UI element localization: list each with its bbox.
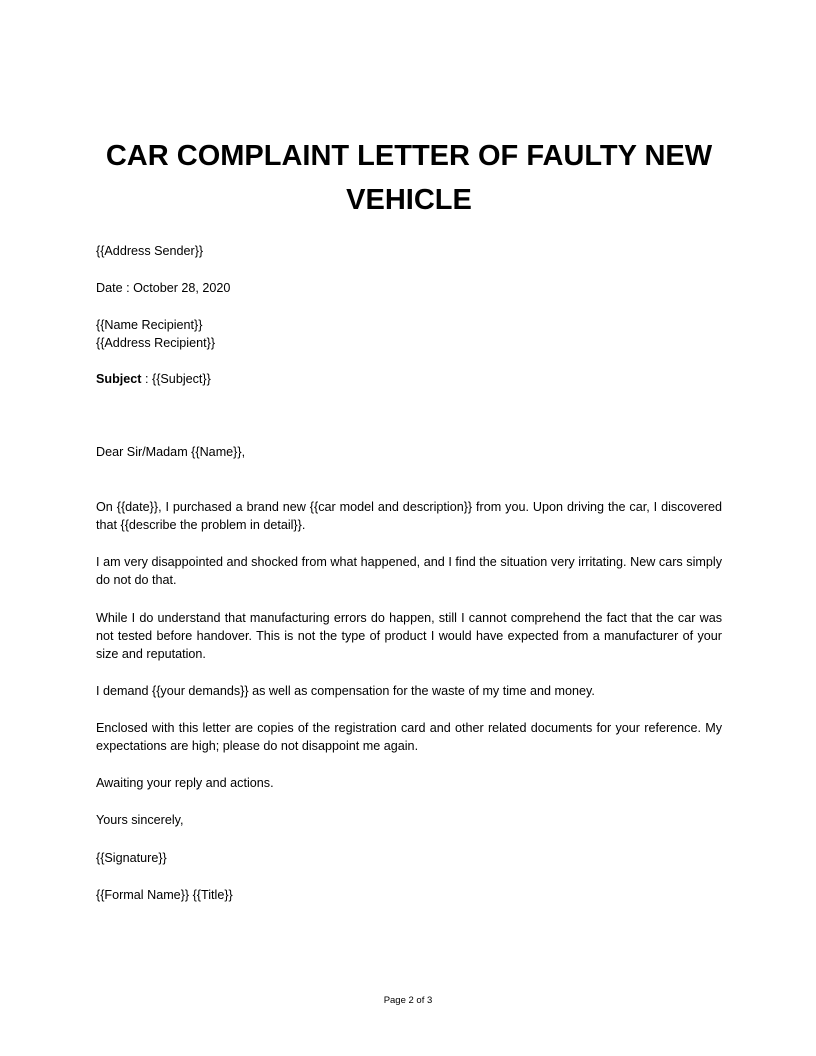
paragraph-purchase: On {{date}}, I purchased a brand new {{car model and description}} from you. Upon driving the car, I discovered that {{describe the problem in detail}}. [96, 500, 722, 532]
paragraph-awaiting: Awaiting your reply and actions. [96, 776, 274, 790]
closing: Yours sincerely, [96, 813, 184, 827]
salutation: Dear Sir/Madam {{Name}}, [96, 445, 246, 459]
recipient-address: {{Address Recipient}} [96, 336, 216, 350]
paragraph-manufacturing-errors: While I do understand that manufacturing errors do happen, still I cannot comprehend the fact that the car was not tested before handover. This is not the type of product I would have expected from a manufacturer of your size and reputation. [96, 611, 722, 661]
letter-title [96, 134, 722, 222]
subject-value: : {{Subject}} [141, 372, 211, 386]
formal-name-title: {{Formal Name}} {{Title}} [96, 888, 233, 902]
letter-date: Date : October 28, 2020 [96, 281, 231, 295]
subject-label: Subject [96, 372, 142, 386]
subject-line [96, 370, 722, 388]
title-line-1: CAR COMPLAINT LETTER OF FAULTY NEW [105, 140, 713, 172]
recipient-block [96, 316, 722, 352]
page-number: Page 2 of 3 [383, 995, 433, 1006]
recipient-name: {{Name Recipient}} [96, 318, 203, 332]
paragraph-disappointment: I am very disappointed and shocked from what happened, and I find the situation very irritating. New cars simply do not do that. [96, 555, 722, 587]
signature-placeholder: {{Signature}} [96, 851, 167, 865]
title-line-2: VEHICLE [346, 184, 472, 216]
sender-address: {{Address Sender}} [96, 244, 204, 258]
paragraph-enclosures: Enclosed with this letter are copies of the registration card and other related documents for your reference. My expectations are high; please do not disappoint me again. [96, 721, 722, 753]
paragraph-demands: I demand {{your demands}} as well as compensation for the waste of my time and money. [96, 684, 595, 698]
